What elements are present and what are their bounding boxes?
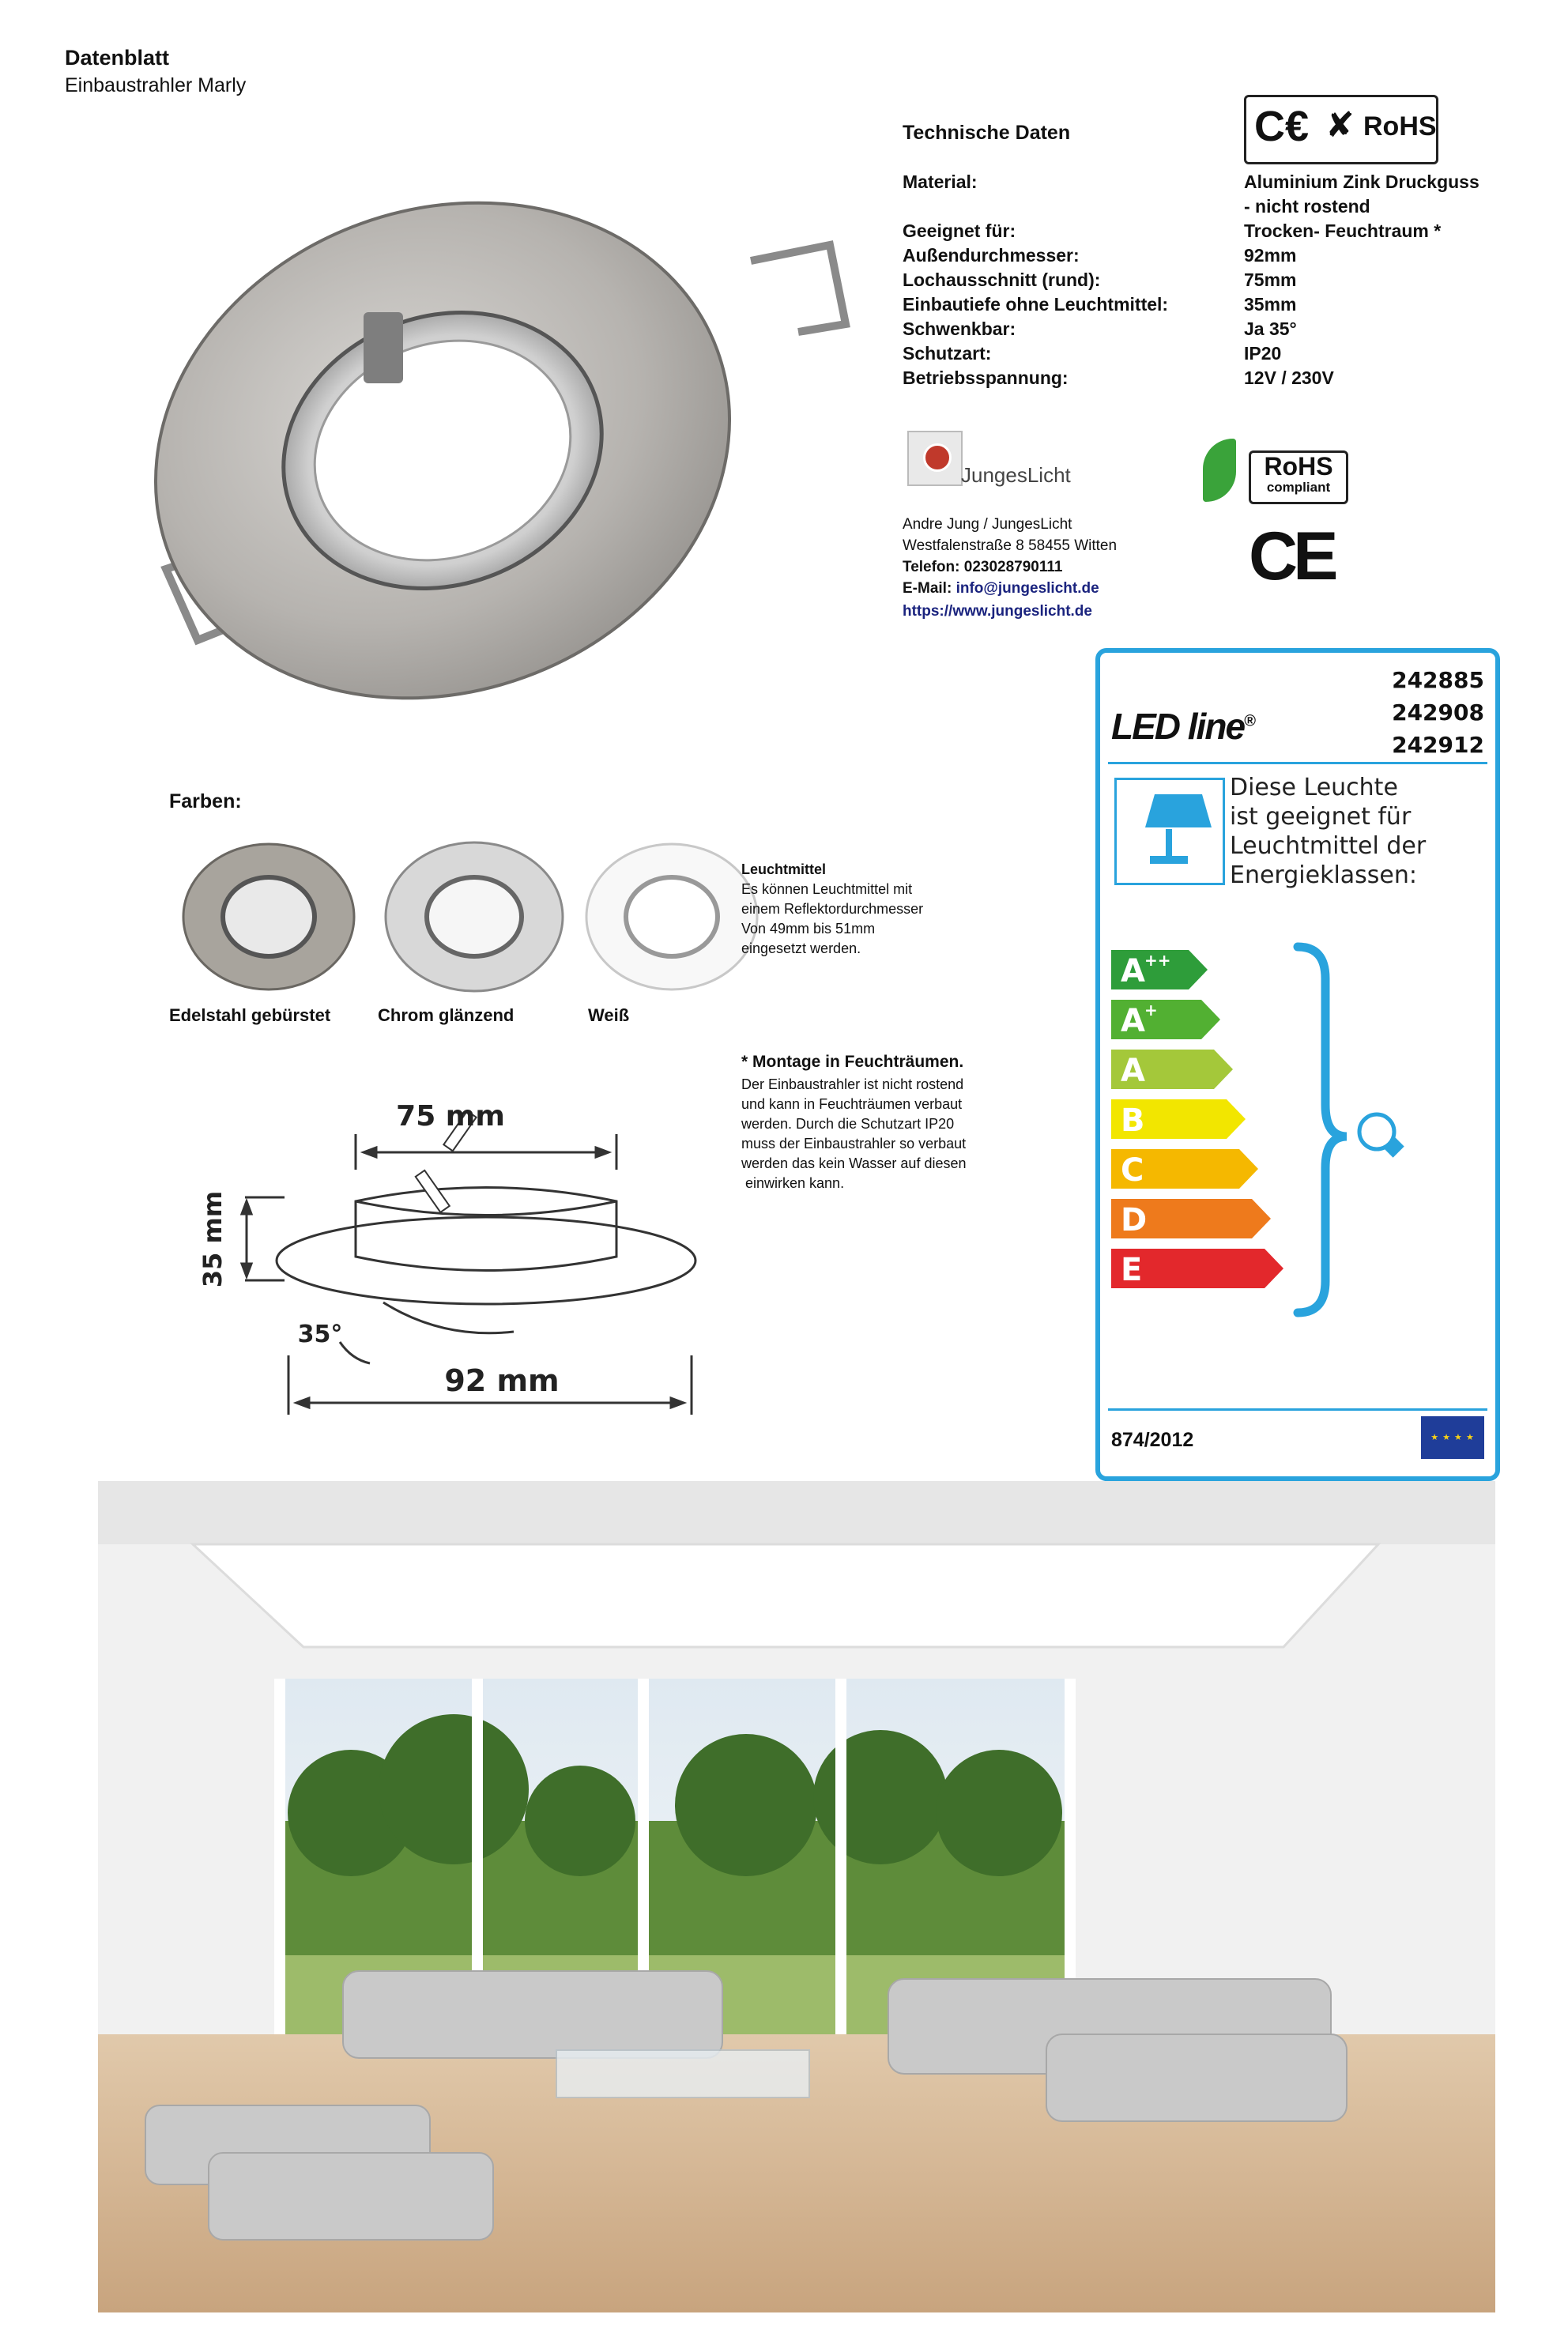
contact-email-row bbox=[903, 578, 1099, 599]
energy-class-letter: A bbox=[1121, 953, 1145, 989]
website-link[interactable]: https://www.jungeslicht.de bbox=[903, 603, 1092, 620]
moisture-note-heading: * Montage in Feuchträumen. bbox=[741, 1053, 964, 1071]
contact-phone: Telefon: 023028790111 bbox=[903, 559, 1063, 575]
spec-value: 92mm bbox=[1244, 245, 1297, 266]
bulb-info-line: einem Reflektordurchmesser bbox=[741, 901, 924, 917]
regulation-number: 874/2012 bbox=[1111, 1429, 1194, 1451]
variant-label: Weiß bbox=[588, 1005, 630, 1025]
ce-icon: C€ bbox=[1254, 103, 1310, 150]
product-code: 242912 bbox=[1392, 732, 1484, 758]
product-code: 242908 bbox=[1392, 699, 1484, 726]
moisture-note-line: werden. Durch die Schutzart IP20 bbox=[741, 1116, 955, 1132]
spec-label: Material: bbox=[903, 172, 978, 192]
divider bbox=[1108, 1408, 1487, 1411]
variant-brushed bbox=[183, 844, 354, 989]
spec-value: 35mm bbox=[1244, 294, 1297, 315]
email-link[interactable]: info@jungeslicht.de bbox=[956, 580, 1099, 597]
rohs-badge-subtitle: compliant bbox=[1266, 480, 1331, 495]
document-subtitle: Einbaustrahler Marly bbox=[65, 74, 247, 96]
lightbulb-icon bbox=[1359, 1114, 1404, 1158]
product-photo bbox=[119, 142, 861, 822]
bulb-info-line: Es können Leuchtmittel mit bbox=[741, 881, 913, 897]
product-code: 242885 bbox=[1392, 667, 1484, 693]
spec-value: Aluminium Zink Druckguss bbox=[1244, 172, 1479, 192]
spec-label: Außendurchmesser: bbox=[903, 245, 1080, 266]
registered-mark: ® bbox=[1244, 712, 1254, 730]
energy-class-letter: E bbox=[1121, 1252, 1143, 1288]
moisture-note-line: Der Einbaustrahler ist nicht rostend bbox=[741, 1076, 964, 1092]
bulb-info-line: eingesetzt werden. bbox=[741, 940, 861, 956]
led-line-logo-text: LED line bbox=[1111, 706, 1245, 747]
bulb-info-heading: Leuchtmittel bbox=[741, 861, 827, 877]
spec-value: Ja 35° bbox=[1244, 318, 1297, 339]
spec-value: IP20 bbox=[1244, 343, 1282, 364]
document-title: Datenblatt bbox=[65, 46, 170, 70]
energy-class-superscript: ++ bbox=[1144, 951, 1171, 970]
email-label: E-Mail: bbox=[903, 580, 956, 597]
spec-value: 75mm bbox=[1244, 270, 1297, 290]
certification-badge bbox=[1244, 95, 1438, 164]
leaf-icon bbox=[1203, 439, 1236, 502]
rohs-compliant-badge bbox=[1249, 450, 1348, 504]
ce-mark: CE bbox=[1249, 518, 1334, 594]
dimension-outer-label: 92 mm bbox=[444, 1363, 560, 1398]
spec-label: Schwenkbar: bbox=[903, 318, 1016, 339]
spec-label: Geeignet für: bbox=[903, 220, 1016, 241]
variant-chrome bbox=[386, 842, 563, 991]
dimension-height-label: 35 mm bbox=[198, 1190, 228, 1288]
energy-text-line: Diese Leuchte bbox=[1230, 774, 1398, 801]
color-variant-photos bbox=[158, 838, 775, 996]
moisture-note-line: und kann in Feuchträumen verbaut bbox=[741, 1096, 963, 1112]
brand-logo-text: JungesLicht bbox=[961, 463, 1071, 487]
energy-text-line: Leuchtmittel der bbox=[1230, 832, 1427, 860]
eu-flag-icon: ★ ★ ★ ★ bbox=[1421, 1416, 1484, 1459]
energy-class-letter: A bbox=[1121, 1053, 1145, 1089]
dimension-drawing bbox=[190, 1091, 727, 1430]
energy-class-letter: B bbox=[1121, 1102, 1145, 1139]
moisture-note-line: muss der Einbaustrahler so verbaut bbox=[741, 1136, 967, 1152]
rohs-label: RoHS bbox=[1363, 111, 1437, 141]
variant-white bbox=[586, 844, 757, 989]
rohs-badge-title: RoHS bbox=[1264, 452, 1333, 481]
variant-label: Edelstahl gebürstet bbox=[169, 1005, 331, 1025]
dimension-tilt-label: 35° bbox=[297, 1321, 343, 1348]
spec-label: Lochausschnitt (rund): bbox=[903, 270, 1101, 290]
dimension-cutout-label: 75 mm bbox=[396, 1100, 505, 1133]
energy-scale bbox=[1100, 653, 1495, 1476]
weee-bin-icon: ✘ bbox=[1325, 106, 1355, 145]
specs-heading: Technische Daten bbox=[903, 122, 1071, 144]
contact-name: Andre Jung / JungesLicht bbox=[903, 516, 1072, 533]
spec-label: Schutzart: bbox=[903, 343, 992, 364]
energy-class-superscript: + bbox=[1144, 1001, 1158, 1020]
moisture-note-line: werden das kein Wasser auf diesen bbox=[741, 1155, 967, 1171]
contact-address: Westfalenstraße 8 58455 Witten bbox=[903, 537, 1118, 554]
energy-class-letter: C bbox=[1121, 1152, 1144, 1189]
room-photo bbox=[98, 1481, 1495, 2312]
variant-label: Chrom glänzend bbox=[378, 1005, 514, 1025]
energy-label bbox=[1095, 648, 1500, 1481]
spec-value: Trocken- Feuchtraum * bbox=[1244, 220, 1442, 241]
brand-logo-icon bbox=[907, 431, 963, 486]
colors-heading: Farben: bbox=[169, 790, 242, 812]
bulb-info-line: Von 49mm bis 51mm bbox=[741, 921, 876, 937]
spec-label: Einbautiefe ohne Leuchtmittel: bbox=[903, 294, 1169, 315]
energy-text-line: ist geeignet für bbox=[1230, 803, 1412, 831]
energy-class-letter: D bbox=[1121, 1202, 1148, 1238]
spec-value: - nicht rostend bbox=[1244, 196, 1370, 217]
moisture-note-line: einwirken kann. bbox=[741, 1175, 845, 1191]
energy-class-letter: A bbox=[1121, 1003, 1145, 1039]
spec-label: Betriebsspannung: bbox=[903, 368, 1069, 388]
energy-text-line: Energieklassen: bbox=[1230, 861, 1417, 889]
spec-value: 12V / 230V bbox=[1244, 368, 1334, 388]
